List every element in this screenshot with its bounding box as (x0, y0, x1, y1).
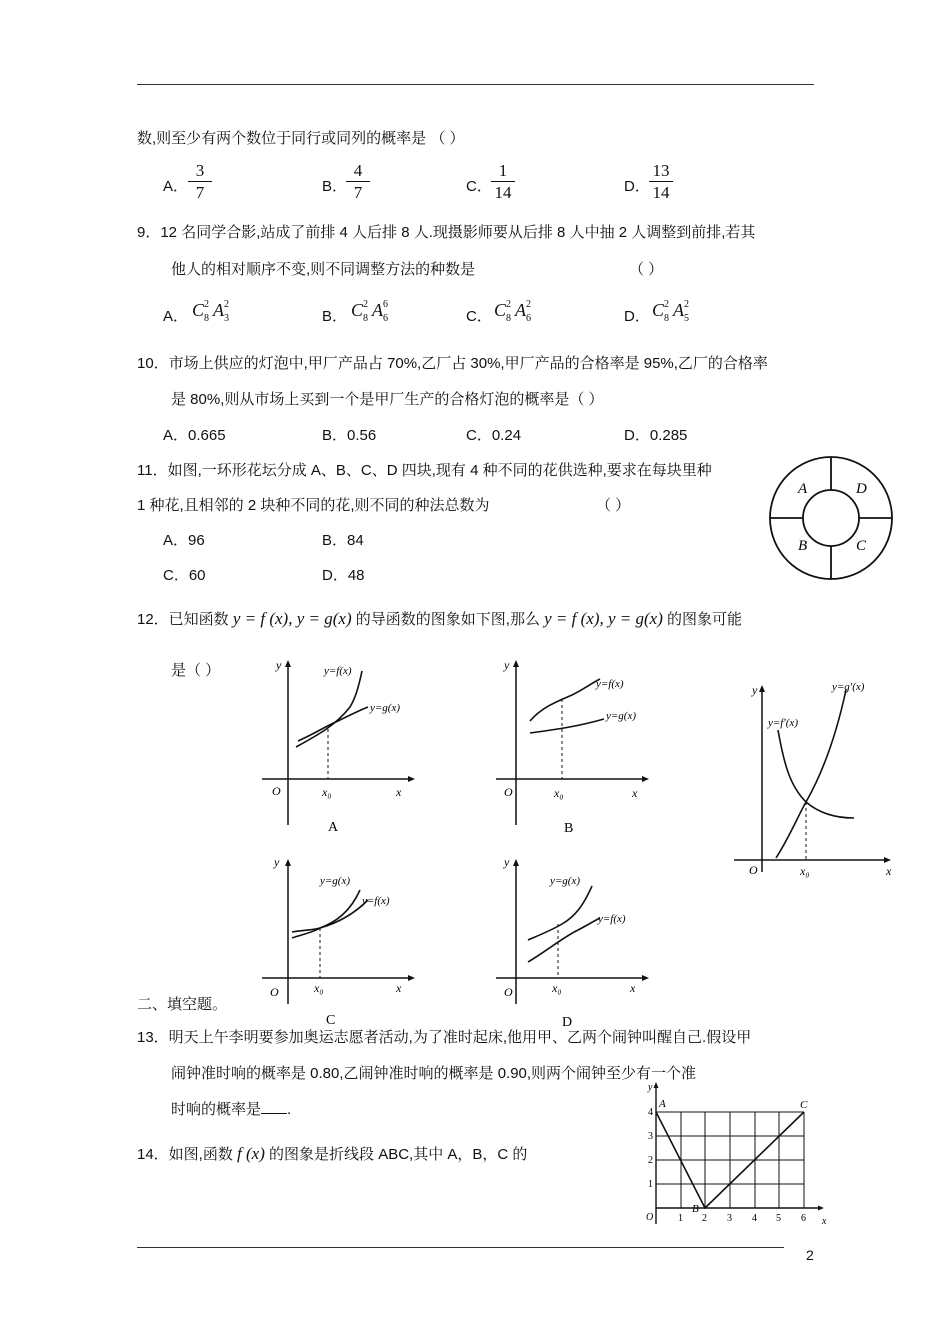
svg-text:y=g(x): y=g(x) (550, 875, 581, 887)
svg-text:1: 1 (648, 1179, 653, 1190)
q9-option-c-label: C． (466, 308, 492, 325)
q13-answer-blank (261, 1100, 287, 1114)
q9-option-a-expr: C 2 8 A 2 3 (192, 298, 230, 324)
q9-option-b-expr: C 2 8 A 6 6 (351, 298, 389, 324)
q8-option-c-fraction: $\frac{1}{14}$ (491, 160, 515, 203)
q14-grid (656, 1112, 804, 1208)
svg-text:x: x (630, 981, 636, 995)
svg-text:5: 5 (776, 1213, 781, 1224)
q10-line1: 10．市场上供应的灯泡中,甲厂产品占 70%,乙厂占 30%,甲厂产品的合格率是 95%,乙厂的合格率 (137, 355, 768, 372)
q9-bracket: （ ） (629, 261, 664, 278)
svg-text:1: 1 (678, 1213, 683, 1224)
q13-line3: 时响的概率是 . (171, 1101, 292, 1118)
q10-line2: 是 80%,则从市场上买到一个是甲厂生产的合格灯泡的概率是（ ） (171, 391, 604, 408)
svg-text:x₀: x₀ (552, 981, 562, 995)
svg-text:y: y (504, 855, 510, 869)
q8-option-a-label: A． (163, 178, 189, 195)
svg-text:y=f(x): y=f(x) (324, 665, 352, 677)
q11-line2: 1 种花,且相邻的 2 块种不同的花,则不同的种法总数为 (137, 497, 490, 514)
q12-graph-d (492, 852, 652, 1028)
q12-math1: y = f (x), y = g(x) (232, 609, 352, 628)
graph-a-caption: A (328, 820, 339, 835)
svg-text:3: 3 (648, 1131, 653, 1142)
q9-option-b-label: B． (322, 308, 348, 325)
q13-line2: 闹钟准时响的概率是 0.80,乙闹钟准时响的概率是 0.90,则两个闹钟至少有一个准 (171, 1065, 697, 1082)
q14-line: 14．如图,函数 f (x) 的图象是折线段 ABC,其中 A，B，C 的 (137, 1144, 528, 1163)
svg-text:O: O (270, 985, 279, 999)
q11-bracket: （ ） (596, 497, 631, 514)
svg-text:2: 2 (648, 1155, 653, 1166)
q9-line1: 9．12 名同学合影,站成了前排 4 人后排 8 人.现摄影师要从后排 8 人中抽 2 人调整到前排,若其 (137, 224, 756, 241)
q10-option-a: A．0.665 (163, 427, 226, 444)
q8-stem: 数,则至少有两个数位于同行或同列的概率是 （ ） (137, 130, 465, 147)
q14-point-b: B (692, 1203, 699, 1215)
svg-text:y=g(x): y=g(x) (320, 875, 351, 887)
svg-text:x: x (886, 864, 892, 878)
svg-text:4: 4 (752, 1213, 757, 1224)
graph-d-caption: D (562, 1015, 573, 1028)
q14-point-c: C (800, 1099, 808, 1111)
svg-text:x₀: x₀ (800, 864, 810, 878)
q11-option-b: B．84 (322, 532, 364, 549)
q12-derivative-graph (732, 676, 898, 882)
ring-label-d: D (856, 481, 867, 497)
graph-c-caption: C (326, 1013, 336, 1028)
q12-prefix: 12．已知函数 (137, 611, 229, 628)
svg-text:y=f(x): y=f(x) (362, 895, 390, 907)
ring-flower-bed-figure (764, 455, 898, 583)
svg-text:y: y (752, 683, 758, 697)
svg-text:x₀: x₀ (322, 785, 332, 799)
svg-text:3: 3 (727, 1213, 732, 1224)
section-2-heading: 二、填空题。 (137, 993, 227, 1014)
q11-line1: 11．如图,一环形花坛分成 A、B、C、D 四块,现有 4 种不同的花供选种,要求在每块里种 (137, 462, 712, 479)
page-number: 2 (806, 1247, 814, 1263)
svg-text:x: x (822, 1216, 827, 1227)
svg-text:y=f(x): y=f(x) (598, 913, 626, 925)
header-rule (137, 84, 814, 85)
q12-graph-a (258, 655, 418, 835)
q12-line1 (137, 608, 742, 629)
q10-option-d: D．0.285 (624, 427, 688, 444)
ring-label-a: A (798, 481, 808, 497)
q12-line2: 是（ ） (171, 662, 221, 679)
q10-option-b: B．0.56 (322, 427, 377, 444)
q9-line2: 他人的相对顺序不变,则不同调整方法的种数是 (171, 261, 476, 278)
q14-polyline-graph (642, 1078, 838, 1228)
svg-text:y=f(x): y=f(x) (596, 678, 624, 690)
q11-option-c: C．60 (163, 567, 206, 584)
svg-text:O: O (646, 1212, 654, 1223)
svg-text:O: O (272, 784, 281, 798)
q8-option-d-label: D． (624, 178, 650, 195)
ring-label-b: B (798, 538, 808, 554)
q8-option-b-label: B． (322, 178, 348, 195)
q11-option-a: A．96 (163, 532, 205, 549)
q12-graph-c (258, 852, 418, 1028)
svg-text:4: 4 (648, 1107, 653, 1118)
q9-option-c-expr: C 2 8 A 2 6 (494, 298, 532, 324)
svg-text:x: x (632, 786, 638, 800)
q11-option-d: D．48 (322, 567, 365, 584)
svg-text:x: x (396, 981, 402, 995)
svg-text:6: 6 (801, 1213, 806, 1224)
svg-text:y=g′(x): y=g′(x) (832, 681, 865, 693)
q12-mid: 的导函数的图象如下图,那么 (355, 611, 540, 628)
svg-text:y=g(x): y=g(x) (370, 702, 401, 714)
svg-text:x₀: x₀ (554, 786, 564, 800)
svg-text:y: y (274, 855, 280, 869)
q8-option-d-fraction: $\frac{13}{14}$ (649, 160, 673, 203)
footer-rule (137, 1247, 784, 1248)
svg-text:y=g(x): y=g(x) (606, 710, 637, 722)
svg-text:x₀: x₀ (314, 981, 324, 995)
q9-option-d-expr: C 2 8 A 2 5 (652, 298, 690, 324)
q13-line1: 13．明天上午李明要参加奥运志愿者活动,为了准时起床,他用甲、乙两个闹钟叫醒自己.假设甲 (137, 1029, 752, 1046)
q9-option-d-label: D． (624, 308, 650, 325)
svg-text:2: 2 (702, 1213, 707, 1224)
ring-label-c: C (856, 538, 867, 554)
q14-math: f (x) (237, 1144, 265, 1163)
svg-text:y=f′(x): y=f′(x) (768, 717, 798, 729)
q12-math2: y = f (x), y = g(x) (544, 609, 663, 628)
q12-graph-b (492, 655, 652, 835)
svg-text:O: O (504, 985, 513, 999)
q9-option-a-label: A． (163, 308, 189, 325)
svg-text:O: O (504, 785, 513, 799)
svg-text:x: x (396, 785, 402, 799)
q8-option-c-label: C． (466, 178, 492, 195)
graph-b-caption: B (564, 821, 574, 835)
q8-option-b-fraction: $\frac{4}{7}$ (346, 160, 370, 203)
q10-option-c: C．0.24 (466, 427, 522, 444)
svg-text:y: y (504, 658, 510, 672)
q8-option-a-fraction: $\frac{3}{7}$ (188, 160, 212, 203)
svg-text:O: O (749, 863, 758, 877)
svg-text:y: y (648, 1082, 653, 1093)
svg-text:y: y (276, 658, 282, 672)
q12-suffix: 的图象可能 (667, 611, 743, 628)
q14-point-a: A (659, 1098, 666, 1110)
